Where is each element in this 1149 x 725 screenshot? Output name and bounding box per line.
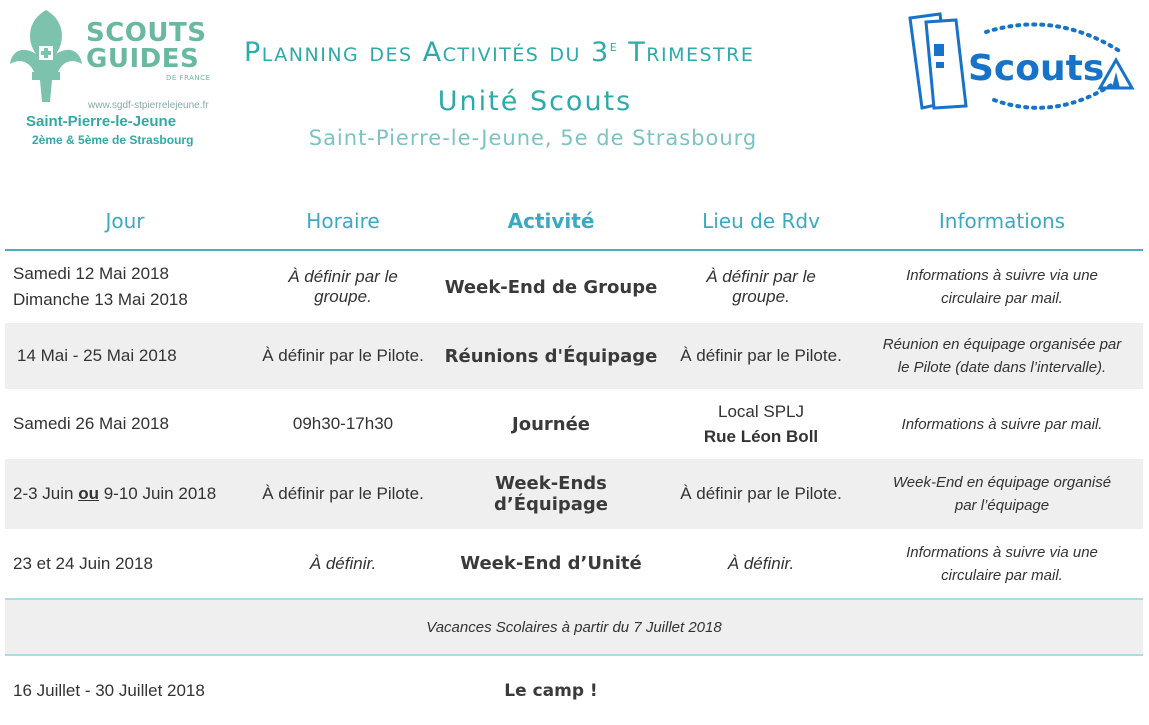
cell-activite: Week-Ends d’Équipage — [441, 459, 661, 529]
brand-line-3: DE FRANCE — [166, 74, 211, 82]
cell-lieu: À définir par le groupe. — [706, 267, 816, 306]
cell-informations: Informations à suivre par mail. — [901, 415, 1103, 433]
cell-lieu: Local SPLJ Rue Léon Boll — [703, 402, 819, 446]
vacances-row — [5, 599, 1143, 655]
table-row — [5, 323, 1143, 389]
table-row — [5, 389, 1143, 459]
cell-activite: Week-End de Groupe — [444, 276, 658, 298]
col-header-jour: Jour — [5, 193, 245, 250]
cell-jour: Samedi 12 Mai 2018 Dimanche 13 Mai 2018 — [13, 264, 188, 309]
cell-lieu: À définir. — [727, 553, 795, 573]
brand-line-2: GUIDES — [86, 44, 200, 74]
cell-horaire: 09h30-17h30 — [292, 414, 394, 433]
cell-lieu: À définir par le Pilote. — [661, 459, 861, 529]
table-row — [5, 250, 1143, 323]
cell-informations: Informations à suivre via une circulaire par mail. — [906, 543, 1098, 584]
table-row — [5, 529, 1143, 599]
table-row — [5, 459, 1143, 529]
unit-title: Unité Scouts — [437, 86, 633, 117]
cell-informations: Informations à suivre via une circulaire par mail. — [906, 267, 1098, 307]
scouts-logo-text: Scouts — [968, 48, 1105, 89]
col-header-lieu: Lieu de Rdv — [661, 193, 861, 250]
camp-row — [5, 655, 1143, 725]
cell-informations: Réunion en équipage organisée par le Pilote (date dans l’intervalle). — [861, 323, 1143, 389]
cell-jour: 16 Juillet - 30 Juillet 2018 — [13, 680, 205, 700]
cell-jour: 23 et 24 Juin 2018 — [13, 553, 153, 573]
unit-location: Saint-Pierre-le-Jeune, 5e de Strasbourg — [308, 126, 758, 150]
scout-card-icon — [910, 14, 966, 108]
scouts-logo — [906, 12, 1138, 124]
cell-activite: Journée — [512, 413, 590, 435]
cell-activite: Le camp ! — [504, 680, 598, 701]
cell-jour: 2-3 Juin ou 9-10 Juin 2018 — [5, 459, 245, 529]
cell-horaire: À définir par le Pilote. — [245, 459, 441, 529]
tent-icon — [1100, 60, 1132, 88]
cell-horaire: À définir. — [309, 553, 377, 573]
cell-jour: 14 Mai - 25 Mai 2018 — [5, 323, 245, 389]
table-header-row — [5, 193, 1143, 250]
cell-horaire: À définir par le groupe. — [288, 267, 398, 306]
col-header-informations: Informations — [861, 193, 1143, 250]
group-detail: 2ème & 5ème de Strasbourg — [32, 133, 194, 147]
vacances-notice: Vacances Scolaires à partir du 7 Juillet 2018 — [5, 599, 1143, 655]
col-header-activite: Activité — [441, 193, 661, 250]
cell-horaire: À définir par le Pilote. — [245, 323, 441, 389]
cell-jour: Samedi 26 Mai 2018 — [13, 414, 169, 433]
cell-activite: Week-End d’Unité — [460, 553, 642, 574]
planning-table — [5, 193, 1143, 725]
cell-activite: Réunions d'Équipage — [441, 323, 661, 389]
page-title: Planning des Activités du 3e Trimestre — [244, 36, 755, 68]
group-name: Saint-Pierre-le-Jeune — [26, 113, 177, 130]
col-header-horaire: Horaire — [245, 193, 441, 250]
cell-lieu: À définir par le Pilote. — [661, 323, 861, 389]
website-text: www.sgdf-stpierrelejeune.fr — [88, 100, 209, 111]
brand-line-1: SCOUTS — [86, 18, 207, 48]
cell-informations: Week-End en équipage organisé par l’équipage — [861, 459, 1143, 529]
